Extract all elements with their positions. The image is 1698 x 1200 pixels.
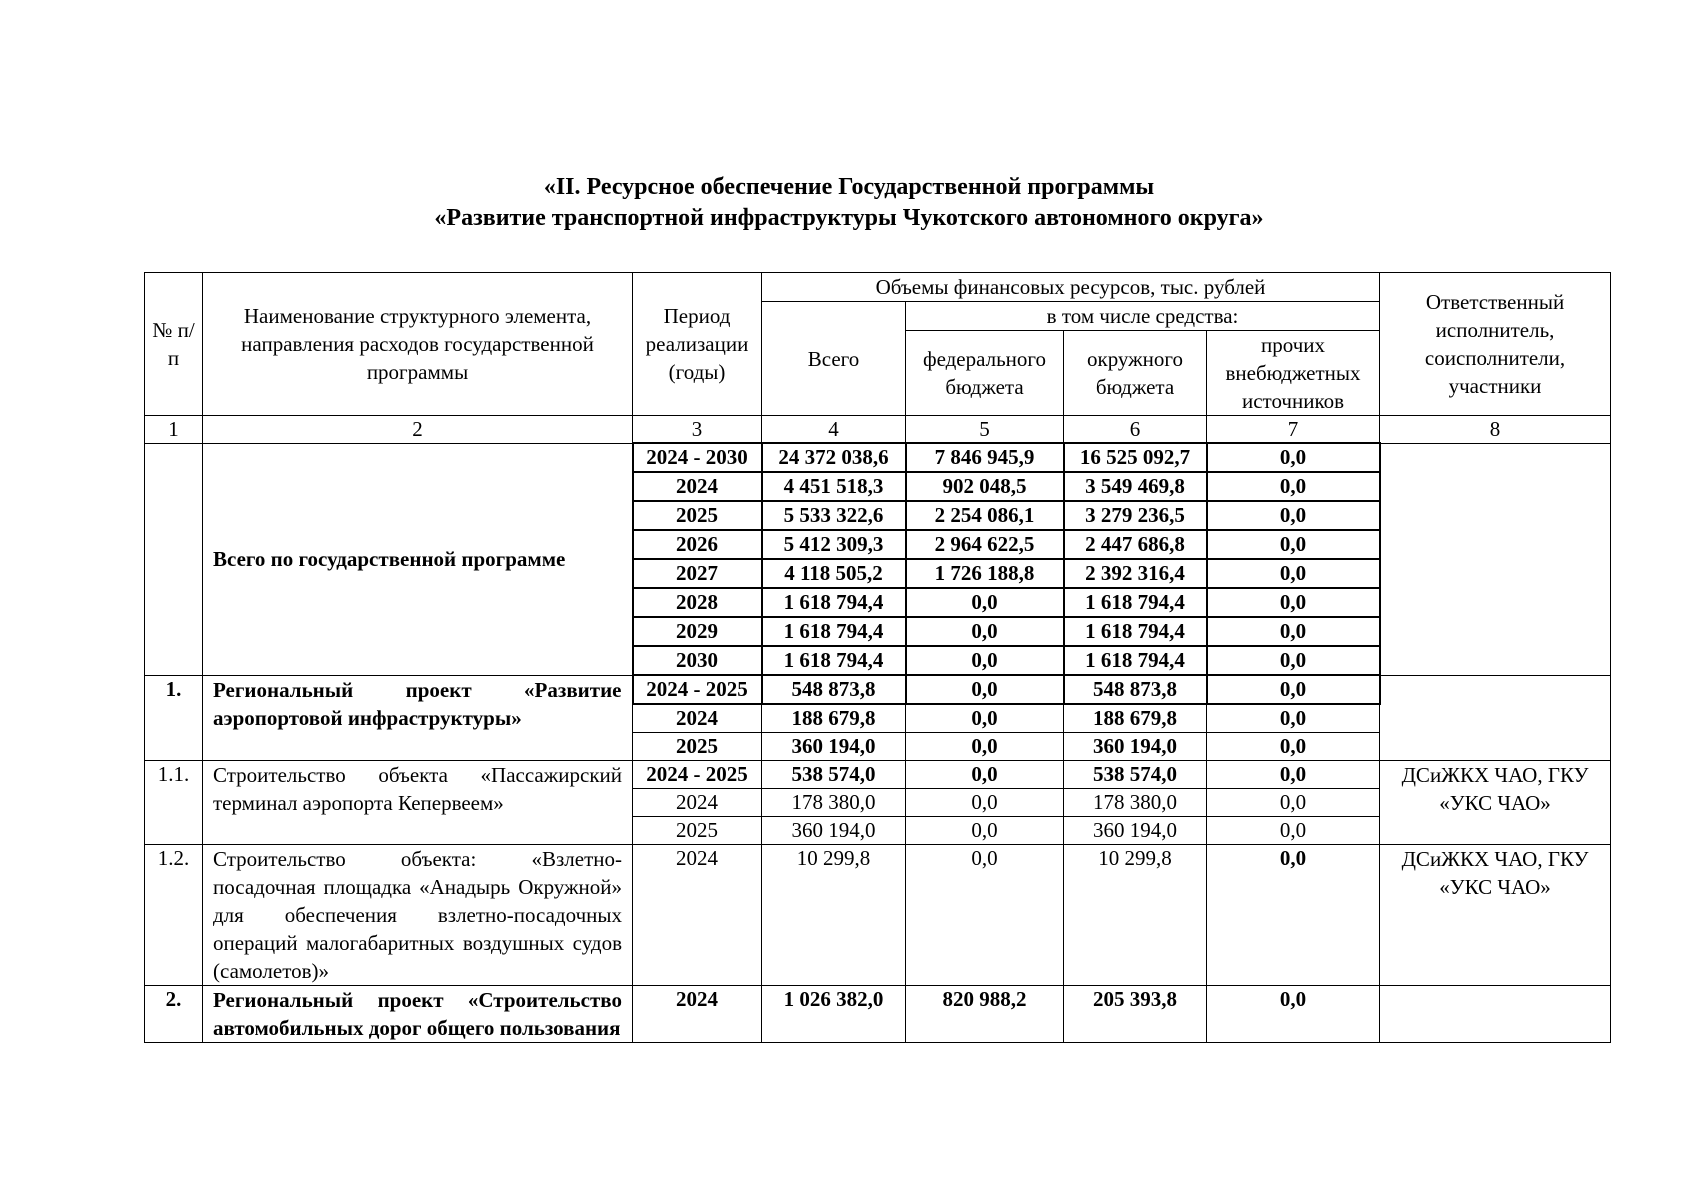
cell-other: 0,0 — [1207, 443, 1380, 472]
cell-total: 1 026 382,0 — [762, 986, 906, 1043]
cell-district: 360 194,0 — [1064, 733, 1207, 761]
row-name: Региональный проект «Развитие аэропортовой инфраструктуры» — [203, 675, 633, 761]
column-numbers-row — [145, 416, 1611, 444]
column-number: 8 — [1380, 416, 1611, 444]
cell-period: 2024 - 2030 — [633, 443, 762, 472]
document-title — [0, 172, 1698, 234]
header-name: Наименование структурного элемента, направления расходов государственной программы — [203, 273, 633, 416]
cell-period: 2025 — [633, 733, 762, 761]
cell-federal: 0,0 — [906, 704, 1064, 733]
cell-total: 5 533 322,6 — [762, 501, 906, 530]
cell-federal: 0,0 — [906, 675, 1064, 704]
row-name: Строительство объекта «Пассажирский терминал аэропорта Кепервеем» — [203, 761, 633, 845]
cell-other: 0,0 — [1207, 675, 1380, 704]
cell-period: 2025 — [633, 817, 762, 845]
column-number: 5 — [906, 416, 1064, 444]
cell-district: 538 574,0 — [1064, 761, 1207, 789]
cell-other: 0,0 — [1207, 646, 1380, 675]
column-number: 4 — [762, 416, 906, 444]
header-district: окружного бюджета — [1064, 331, 1207, 416]
cell-total: 548 873,8 — [762, 675, 906, 704]
cell-period: 2024 — [633, 472, 762, 501]
table-row — [145, 986, 1611, 1043]
header-volumes: Объемы финансовых ресурсов, тыс. рублей — [762, 273, 1380, 302]
cell-total: 178 380,0 — [762, 789, 906, 817]
header-period: Период реализации (годы) — [633, 273, 762, 416]
cell-total: 1 618 794,4 — [762, 617, 906, 646]
cell-period: 2026 — [633, 530, 762, 559]
row-num: 1.1. — [145, 761, 203, 845]
cell-district: 10 299,8 — [1064, 845, 1207, 986]
cell-other: 0,0 — [1207, 530, 1380, 559]
cell-period: 2024 — [633, 986, 762, 1043]
row-responsible: ДСиЖКХ ЧАО, ГКУ «УКС ЧАО» — [1380, 761, 1611, 845]
cell-period: 2024 — [633, 845, 762, 986]
row-num: 1.2. — [145, 845, 203, 986]
cell-total: 5 412 309,3 — [762, 530, 906, 559]
cell-other: 0,0 — [1207, 845, 1380, 986]
cell-federal: 0,0 — [906, 761, 1064, 789]
column-number: 6 — [1064, 416, 1207, 444]
cell-federal: 0,0 — [906, 646, 1064, 675]
cell-federal: 1 726 188,8 — [906, 559, 1064, 588]
cell-total: 4 451 518,3 — [762, 472, 906, 501]
column-number: 3 — [633, 416, 762, 444]
cell-other: 0,0 — [1207, 704, 1380, 733]
cell-federal: 0,0 — [906, 845, 1064, 986]
cell-federal: 7 846 945,9 — [906, 443, 1064, 472]
cell-period: 2027 — [633, 559, 762, 588]
cell-district: 1 618 794,4 — [1064, 646, 1207, 675]
cell-district: 548 873,8 — [1064, 675, 1207, 704]
cell-other: 0,0 — [1207, 472, 1380, 501]
cell-district: 3 279 236,5 — [1064, 501, 1207, 530]
cell-district: 2 447 686,8 — [1064, 530, 1207, 559]
header-total: Всего — [762, 302, 906, 416]
cell-district: 2 392 316,4 — [1064, 559, 1207, 588]
cell-district: 3 549 469,8 — [1064, 472, 1207, 501]
row-num: 1. — [145, 675, 203, 761]
row-responsible — [1380, 443, 1611, 675]
row-responsible — [1380, 675, 1611, 761]
cell-federal: 2 964 622,5 — [906, 530, 1064, 559]
cell-total: 10 299,8 — [762, 845, 906, 986]
row-responsible — [1380, 986, 1611, 1043]
cell-district: 178 380,0 — [1064, 789, 1207, 817]
cell-period: 2029 — [633, 617, 762, 646]
cell-total: 538 574,0 — [762, 761, 906, 789]
column-number: 2 — [203, 416, 633, 444]
cell-other: 0,0 — [1207, 761, 1380, 789]
cell-period: 2028 — [633, 588, 762, 617]
table-row — [145, 675, 1611, 704]
row-responsible: ДСиЖКХ ЧАО, ГКУ «УКС ЧАО» — [1380, 845, 1611, 986]
table-row — [145, 845, 1611, 986]
row-num — [145, 443, 203, 675]
cell-federal: 0,0 — [906, 789, 1064, 817]
cell-district: 16 525 092,7 — [1064, 443, 1207, 472]
cell-district: 360 194,0 — [1064, 817, 1207, 845]
resource-table — [144, 272, 1611, 1043]
table-row — [145, 761, 1611, 789]
cell-federal: 0,0 — [906, 817, 1064, 845]
column-number: 1 — [145, 416, 203, 444]
cell-other: 0,0 — [1207, 986, 1380, 1043]
title-line-2: «Развитие транспортной инфраструктуры Чукотского автономного округа» — [434, 205, 1264, 231]
cell-federal: 2 254 086,1 — [906, 501, 1064, 530]
cell-period: 2024 — [633, 704, 762, 733]
header-federal: федерального бюджета — [906, 331, 1064, 416]
cell-period: 2024 - 2025 — [633, 761, 762, 789]
cell-federal: 0,0 — [906, 588, 1064, 617]
cell-period: 2024 — [633, 789, 762, 817]
header-responsible: Ответственный исполнитель, соисполнители, участники — [1380, 273, 1611, 416]
cell-other: 0,0 — [1207, 588, 1380, 617]
cell-other: 0,0 — [1207, 789, 1380, 817]
cell-total: 1 618 794,4 — [762, 588, 906, 617]
cell-period: 2025 — [633, 501, 762, 530]
cell-other: 0,0 — [1207, 617, 1380, 646]
cell-other: 0,0 — [1207, 817, 1380, 845]
header-other: прочих внебюджетных источников — [1207, 331, 1380, 416]
cell-federal: 0,0 — [906, 617, 1064, 646]
cell-total: 360 194,0 — [762, 817, 906, 845]
column-number: 7 — [1207, 416, 1380, 444]
row-name: Всего по государственной программе — [203, 443, 633, 675]
cell-district: 188 679,8 — [1064, 704, 1207, 733]
title-line-1: «II. Ресурсное обеспечение Государственной программы — [543, 174, 1155, 200]
row-name: Строительство объекта: «Взлетно-посадочная площадка «Анадырь Окружной» для обеспечения взлетно-посадочных операций малогабаритных воздушных судов (самолетов)» — [203, 845, 633, 986]
cell-federal: 820 988,2 — [906, 986, 1064, 1043]
cell-total: 1 618 794,4 — [762, 646, 906, 675]
table-row — [145, 443, 1611, 472]
cell-federal: 0,0 — [906, 733, 1064, 761]
cell-total: 4 118 505,2 — [762, 559, 906, 588]
cell-period: 2024 - 2025 — [633, 675, 762, 704]
cell-other: 0,0 — [1207, 501, 1380, 530]
header-num: № п/п — [145, 273, 203, 416]
cell-period: 2030 — [633, 646, 762, 675]
cell-district: 1 618 794,4 — [1064, 588, 1207, 617]
cell-total: 188 679,8 — [762, 704, 906, 733]
cell-total: 24 372 038,6 — [762, 443, 906, 472]
cell-total: 360 194,0 — [762, 733, 906, 761]
row-num: 2. — [145, 986, 203, 1043]
row-name: Региональный проект «Строительство автомобильных дорог общего пользования — [203, 986, 633, 1043]
cell-other: 0,0 — [1207, 733, 1380, 761]
cell-other: 0,0 — [1207, 559, 1380, 588]
cell-district: 1 618 794,4 — [1064, 617, 1207, 646]
cell-district: 205 393,8 — [1064, 986, 1207, 1043]
cell-federal: 902 048,5 — [906, 472, 1064, 501]
header-including: в том числе средства: — [906, 302, 1380, 331]
